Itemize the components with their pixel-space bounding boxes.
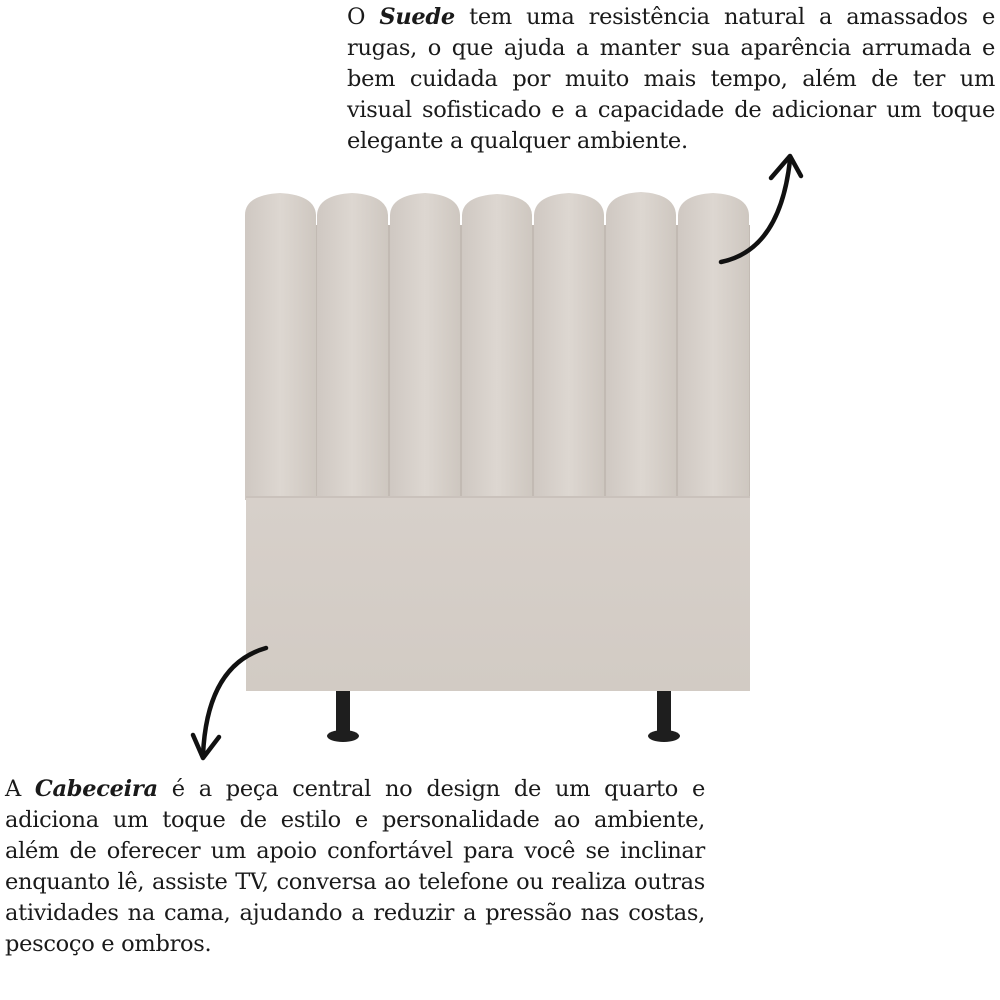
cabeceira-emphasis: Cabeceira bbox=[34, 776, 158, 802]
panel-6 bbox=[606, 192, 676, 500]
headboard-base bbox=[246, 496, 750, 691]
headboard-description bbox=[5, 774, 705, 960]
headboard-legs bbox=[327, 691, 680, 742]
panel-5 bbox=[534, 193, 604, 500]
panel-4 bbox=[462, 194, 532, 500]
suede-body: tem uma resistência natural a amassados e rugas, o que ajuda a manter sua aparência arrumada e bem cuidada por muito mais tempo, além de ter um visual sofisticado e a capacidade de adicionar um toque elegante a qualquer ambiente. bbox=[347, 4, 995, 154]
leg-right bbox=[657, 691, 671, 733]
headboard-panels bbox=[245, 192, 749, 500]
panel-1 bbox=[245, 193, 316, 500]
suede-emphasis: Suede bbox=[379, 4, 455, 30]
panel-3 bbox=[390, 193, 460, 500]
suede-lead: O bbox=[347, 4, 380, 30]
panel-2 bbox=[317, 193, 388, 500]
cabeceira-body: é a peça central no design de um quarto e adiciona um toque de estilo e personalidade ao ambiente, além de oferecer um apoio confortável para você se inclinar enquanto lê, assiste TV, conversa ao telefone ou realiza outras atividades na cama, ajudando a reduzir a pressão nas costas, pescoço e ombros. bbox=[5, 776, 705, 957]
panel-7 bbox=[678, 193, 749, 500]
leg-left bbox=[336, 691, 350, 733]
cabeceira-lead: A bbox=[5, 776, 35, 802]
